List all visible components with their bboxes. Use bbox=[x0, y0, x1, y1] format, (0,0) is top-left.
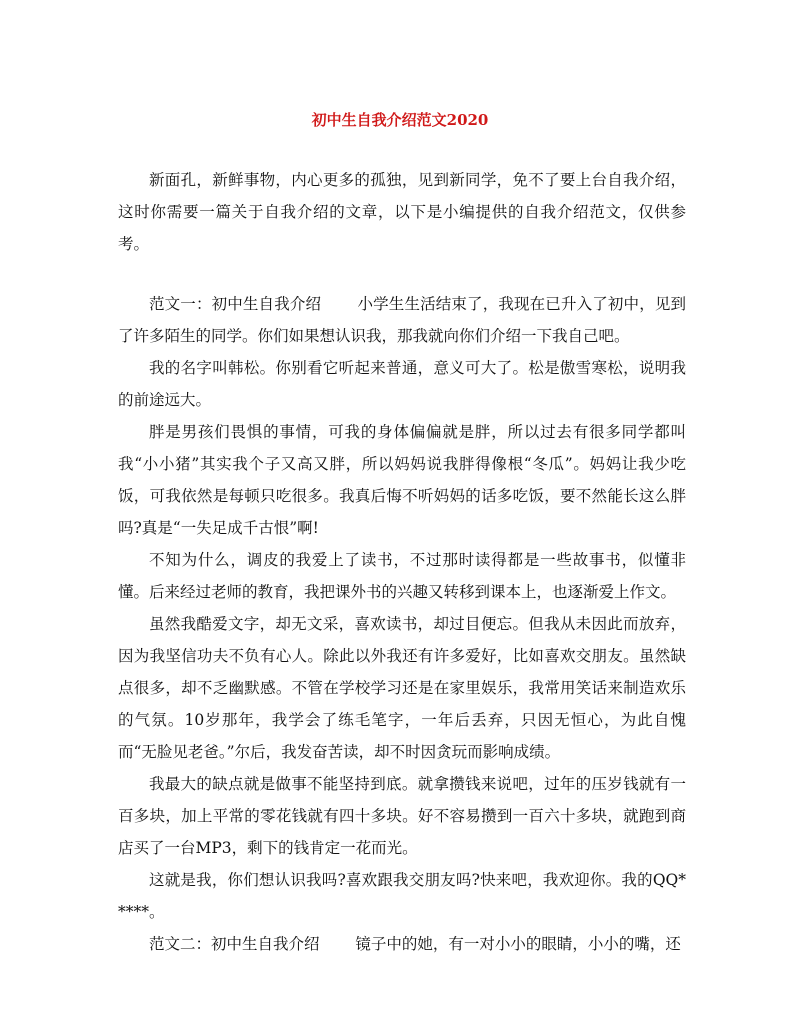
paragraph-closing: 这就是我，你们想认识我吗?喜欢跟我交朋友吗?快来吧，我欢迎你。我的QQ*****。 bbox=[118, 871, 686, 921]
paragraph-spacer bbox=[118, 260, 686, 288]
paragraph-name: 我的名字叫韩松。你别看它听起来普通，意义可大了。松是傲雪寒松，说明我的前途远大。 bbox=[118, 359, 686, 409]
page-title: 初中生自我介绍范文2020 bbox=[311, 111, 489, 129]
paragraph-sample-one-heading: 范文一：初中生自我介绍 小学生生活结束了，我现在已升入了初中，见到了许多陌生的同学。你们如果想认识我，那我就向你们介绍一下我自己吧。 bbox=[118, 295, 686, 345]
paragraph-hobbies: 虽然我酷爱文字，却无文采，喜欢读书，却过目便忘。但我从未因此而放弃，因为我坚信功夫不负有心人。除此以外我还有许多爱好，比如喜欢交朋友。虽然缺点很多，却不乏幽默感。不管在学校学习还是在家里娱乐，我常用笑话来制造欢乐的气氛。10岁那年，我学会了练毛笔字，一年后丢弃，只因无恒心，为此自愧而“无脸见老爸。”尔后，我发奋苦读，却不时因贪玩而影响成绩。 bbox=[118, 615, 686, 761]
paragraph-reading: 不知为什么，调皮的我爱上了读书，不过那时读得都是一些故事书，似懂非懂。后来经过老师的教育，我把课外书的兴趣又转移到课本上，也逐渐爱上作文。 bbox=[118, 551, 686, 601]
paragraph-shortcoming: 我最大的缺点就是做事不能坚持到底。就拿攒钱来说吧，过年的压岁钱就有一百多块，加上平常的零花钱就有四十多块。好不容易攒到一百六十多块，就跑到商店买了一台MP3，剩下的钱肯定一花而光。 bbox=[118, 775, 686, 857]
paragraph-appearance: 胖是男孩们畏惧的事情，可我的身体偏偏就是胖，所以过去有很多同学都叫我“小小猪”其实我个子又高又胖，所以妈妈说我胖得像根“冬瓜”。妈妈让我少吃饭，可我依然是每顿只吃很多。我真后悔不听妈妈的话多吃饭，要不然能长这么胖吗?真是“一失足成千古恨”啊! bbox=[118, 423, 686, 537]
paragraph-intro: 新面孔，新鲜事物，内心更多的孤独，见到新同学，免不了要上台自我介绍，这时你需要一篇关于自我介绍的文章，以下是小编提供的自我介绍范文，仅供参考。 bbox=[118, 171, 686, 253]
document-body bbox=[118, 164, 686, 960]
paragraph-sample-two-heading: 范文二：初中生自我介绍 镜子中的她，有一对小小的眼睛，小小的嘴，还 bbox=[149, 935, 681, 953]
